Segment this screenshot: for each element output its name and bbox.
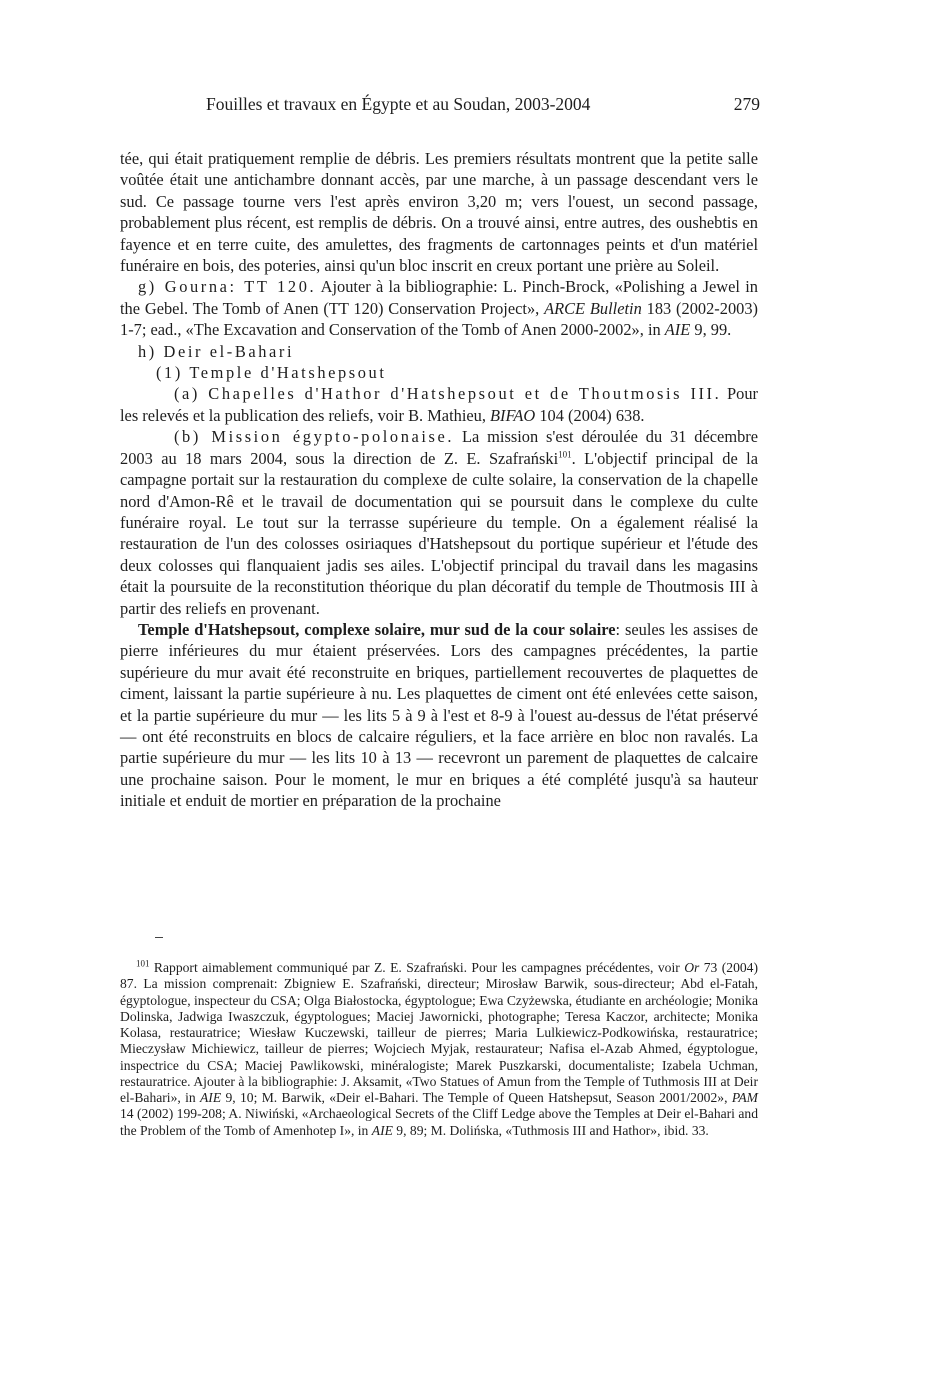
paragraph-temple-solaire: [120, 619, 758, 812]
paragraph-continuation: tée, qui était pratiquement remplie de débris. Les premiers résultats montrent que la petite salle voûtée était une antichambre donnant accès, par une marche, à un passage descendant vers le sud. Ce passage tourne vers l'est après environ 3,20 m; vers l'ouest, un second passage, probablement plus récent, est remplis de débris. On a trouvé ainsi, entre autres, des oushebtis en fayence et en terre cuite, des amulettes, des fragments de cartonnages peints et d'un matériel funéraire en bois, des poteries, ainsi qu'un bloc inscrit en creux portant une prière au Soleil.: [120, 149, 758, 276]
section-heading-deir-el-bahari: h) Deir el-Bahari: [138, 341, 295, 361]
paragraph-mission: [120, 426, 758, 619]
gourna-text-1: Ajouter à la bibliographie: L. Pinch-Brock, «Polishing a Jewel in the Gebel. The Tomb of Anen (TT 120) Conservation Project»,: [120, 277, 758, 318]
footnote-text-5: 9, 89; M. Dolińska, «Tuthmosis III and Hathor», ibid. 33.: [392, 1122, 709, 1138]
footnote-italic-3: PAM: [731, 1090, 758, 1105]
chapelles-italic-1: BIFAO: [490, 405, 536, 425]
footnote-text-2: 73 (2004) 87. La mission comprenait: Zbigniew E. Szafrański, directeur; Mirosław Barwik, sous-directeur; Abd el-Fatah, égyptologue, inspecteur du CSA; Olga Białostocka, égyptologue; Ewa Czyżewska, étudiante en archéologie; Monika Dolinska, Jadwiga Iwaszczuk, égyptologues; Maciej Jawornicki, photographe; Teresa Kaczor, architecte; Monika Kolasa, restauratrice; Wiesław Kuczewski, tailleur de pierres; Maria Lulkiewicz-Podkowińska, restauratrice; Mieczysław Michiewicz, tailleur de pierres; Wojciech Myjak, restaurateur; Nafisa el-Azab Ahmed, égyptologue, inspectrice du CSA; Maciej Pawlikowski, minéralogiste; Marek Puszkarski, documentaliste; Izabela Uchman, restauratrice. Ajouter à la bibliographie: J. Aksamit, «Two Statues of Amun from the Temple of Tuthmosis III at Deir el-Bahari», in: [120, 960, 758, 1105]
paragraph-chapelles: [120, 383, 758, 426]
footnote-text-4: 14 (2002) 199-208; A. Niwiński, «Archaeological Secrets of the Cliff Ledge above the Temples at Deir el-Bahari and the Problem of the Tomb of Amenhotep I», in: [120, 1106, 758, 1138]
temple-solaire-text: : seules les assises de pierre inférieures du mur étaient préservées. Lors des campagnes précédentes, la partie supérieure du mur avait été reconstruite en briques, partiellement recouvertes de plaquettes de ciment, laissant la partie supérieure à nu. Les plaquettes de ciment ont été enlevées cette saison, et la partie supérieure du mur — les lits 5 à 9 à l'est et 8-9 à l'ouest au-dessus de l'état préservé — ont été reconstruits en blocs de calcaire réguliers, et la face arrière en bloc non ravalés. La partie supérieure du mur — les lits 10 à 13 — recevront un parement de plaquettes de calcaire une prochaine saison. Pour le moment, le mur en briques a été complété jusqu'à sa hauteur initiale et enduit de mortier en préparation de la prochaine: [120, 619, 758, 811]
footnote-marker: 101: [136, 958, 150, 969]
mission-text-2: . L'objectif principal de la campagne portait sur la restauration du complexe de culte solaire, la conservation de la chapelle nord d'Amon-Rê et le travail de documentation qui se poursuit dans le complexe du culte funéraire royal. Le tout sur la terrasse supérieure du temple. On a également réalisé la restauration de l'un des colosses osiriaques d'Hatshepsout du portique supérieur et l'étude des deux colosses qui flanquaient jadis ses ailes. L'objectif principal du travail dans les magasins était la poursuite de la reconstitution théorique du plan décoratif du temple de Thoutmosis III à partir des reliefs en provenant.: [120, 448, 758, 618]
gourna-text-2: 183 (2002-2003) 1-7; ead., «The Excavation and Conservation of the Tomb of Anen 2000-2002», in: [120, 298, 758, 340]
page-number: 279: [733, 94, 760, 114]
footnote-reference[interactable]: 101: [558, 449, 572, 460]
bold-heading-temple-solaire: Temple d'Hatshepsout, complexe solaire, mur sud de la cour solaire: [138, 619, 616, 639]
footnote-text-1: Rapport aimablement communiqué par Z. E. Szafrański. Pour les campagnes précédentes, voir: [149, 960, 685, 975]
chapelles-text-1: Pour les relevés et la publication des reliefs, voir B. Mathieu,: [120, 384, 759, 425]
footnote-separator: [155, 937, 163, 938]
footnote: [120, 960, 758, 1139]
footnote-text-3: 9, 10; M. Barwik, «Deir el-Bahari. The Temple of Queen Hatshepsut, Season 2001/2002»,: [221, 1090, 732, 1105]
running-title: Fouilles et travaux en Égypte et au Soudan, 2003-2004: [206, 94, 591, 114]
gourna-italic-2: AIE: [664, 320, 691, 340]
footnote-italic-4: AIE: [371, 1122, 393, 1138]
page-header: [120, 94, 760, 118]
paragraph-gourna: [120, 276, 758, 340]
gourna-text-3: 9, 99.: [690, 320, 732, 340]
subsection-heading-chapelles: (a) Chapelles d'Hathor d'Hatshepsout et de Thoutmosis III.: [174, 384, 722, 404]
footnote-italic-1: Or: [684, 960, 700, 975]
subsection-heading-mission: (b) Mission égypto-polonaise.: [174, 427, 455, 447]
chapelles-text-2: 104 (2004) 638.: [535, 405, 645, 425]
body-text: [120, 148, 758, 812]
mission-text-1: La mission s'est déroulée du 31 décembre 2003 au 18 mars 2004, sous la direction de Z. E. Szafrański: [120, 427, 758, 468]
gourna-italic-1: ARCE Bulletin: [544, 298, 642, 318]
section-heading-gourna: g) Gourna: TT 120.: [138, 277, 317, 297]
subsection-heading-temple: (1) Temple d'Hatshepsout: [156, 363, 387, 383]
footnote-italic-2: AIE: [200, 1090, 222, 1105]
footnote-paragraph: [120, 960, 758, 1139]
